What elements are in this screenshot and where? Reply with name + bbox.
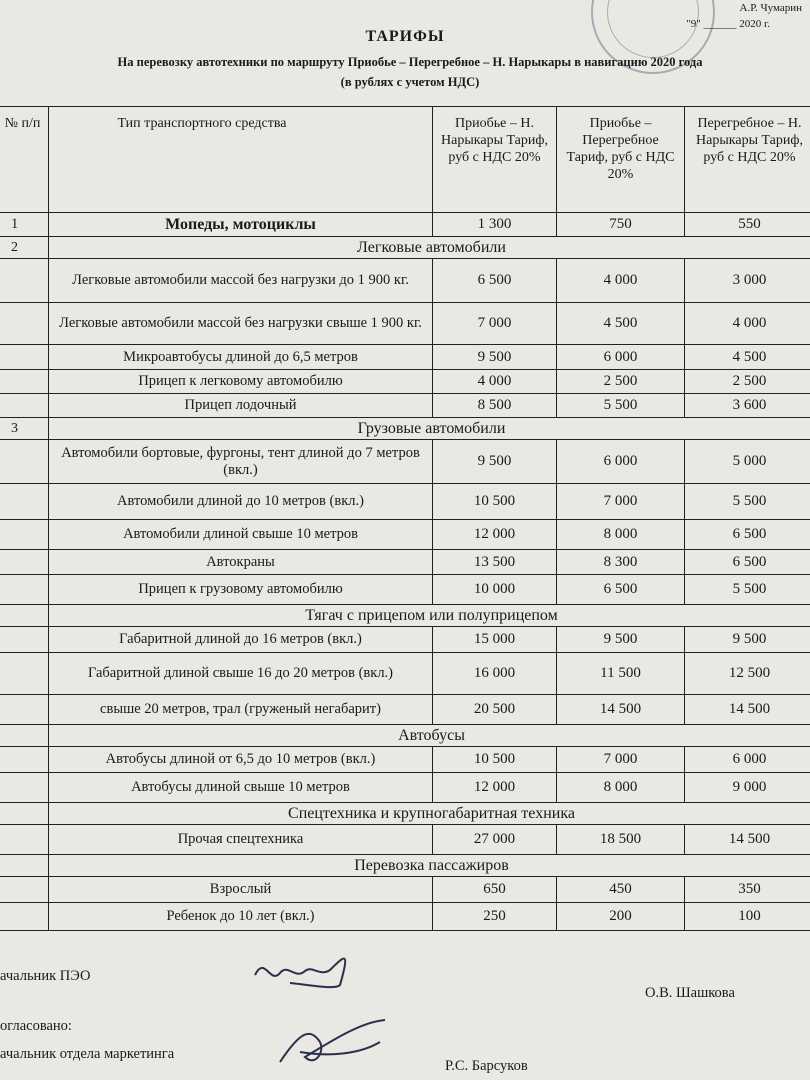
- approval-date: "9" ______ 2020 г.: [686, 18, 770, 30]
- vehicle-type: Легковые автомобили массой без нагрузки свыше 1 900 кг.: [49, 303, 433, 345]
- price-route3: 2 500: [685, 370, 810, 394]
- price-route1: 15 000: [433, 627, 557, 653]
- table-row: [0, 903, 810, 931]
- row-number: [0, 695, 49, 725]
- row-number: [0, 855, 49, 877]
- price-route1: 1 300: [433, 213, 557, 237]
- row-number: [0, 394, 49, 418]
- price-route3: 550: [685, 213, 810, 237]
- row-number: [0, 803, 49, 825]
- vehicle-type: Автомобили бортовые, фургоны, тент длиной до 7 метров (вкл.): [49, 440, 433, 484]
- price-route2: 200: [557, 903, 685, 931]
- price-route3: 14 500: [685, 695, 810, 725]
- vehicle-type: Автомобили длиной свыше 10 метров: [49, 520, 433, 550]
- price-route1: 27 000: [433, 825, 557, 855]
- price-route3: 3 600: [685, 394, 810, 418]
- vehicle-type: Микроавтобусы длиной до 6,5 метров: [49, 345, 433, 370]
- table-row: [0, 747, 810, 773]
- table-row: [0, 345, 810, 370]
- table-row: [0, 825, 810, 855]
- row-number: [0, 345, 49, 370]
- vehicle-type: Автобусы длиной от 6,5 до 10 метров (вкл.): [49, 747, 433, 773]
- price-route1: 10 500: [433, 747, 557, 773]
- price-route2: 5 500: [557, 394, 685, 418]
- price-route1: 9 500: [433, 345, 557, 370]
- price-route1: 6 500: [433, 259, 557, 303]
- row-number: [0, 627, 49, 653]
- row-number: [0, 484, 49, 520]
- row-number: [0, 259, 49, 303]
- row-number: [0, 725, 49, 747]
- price-route3: 9 000: [685, 773, 810, 803]
- price-route3: 4 000: [685, 303, 810, 345]
- section-row: [0, 855, 810, 877]
- table-row: [0, 653, 810, 695]
- row-number: 3: [0, 418, 49, 440]
- tariff-body: [0, 213, 810, 931]
- price-route3: 6 500: [685, 550, 810, 575]
- price-route3: 12 500: [685, 653, 810, 695]
- price-route1: 13 500: [433, 550, 557, 575]
- price-route1: 10 500: [433, 484, 557, 520]
- signature-barsukov: [270, 1012, 390, 1072]
- price-route1: 250: [433, 903, 557, 931]
- table-row: [0, 520, 810, 550]
- price-route2: 14 500: [557, 695, 685, 725]
- row-number: [0, 773, 49, 803]
- table-row: [0, 440, 810, 484]
- table-row: [0, 773, 810, 803]
- price-route2: 6 500: [557, 575, 685, 605]
- footer-agreed: огласовано:: [0, 1018, 72, 1034]
- row-number: [0, 877, 49, 903]
- price-route1: 12 000: [433, 773, 557, 803]
- table-row: [0, 213, 810, 237]
- section-title: Легковые автомобили: [49, 237, 810, 259]
- price-route2: 18 500: [557, 825, 685, 855]
- vehicle-type: Прочая спецтехника: [49, 825, 433, 855]
- header-route2: Приобье – Перегребное Тариф, руб с НДС 20%: [557, 107, 685, 213]
- section-row: [0, 237, 810, 259]
- price-route3: 3 000: [685, 259, 810, 303]
- price-route1: 20 500: [433, 695, 557, 725]
- vehicle-type: Габаритной длиной свыше 16 до 20 метров (вкл.): [49, 653, 433, 695]
- table-header-row: [0, 107, 810, 213]
- vehicle-type: Взрослый: [49, 877, 433, 903]
- header-route3: Перегребное – Н. Нарыкары Тариф, руб с НДС 20%: [685, 107, 810, 213]
- vehicle-type: Мопеды, мотоциклы: [49, 213, 433, 237]
- row-number: [0, 440, 49, 484]
- price-route2: 9 500: [557, 627, 685, 653]
- price-route3: 350: [685, 877, 810, 903]
- row-number: 1: [0, 213, 49, 237]
- approver-name: А.Р. Чумарин: [739, 2, 802, 14]
- vehicle-type: Габаритной длиной до 16 метров (вкл.): [49, 627, 433, 653]
- price-route1: 4 000: [433, 370, 557, 394]
- table-row: [0, 550, 810, 575]
- price-route2: 8 300: [557, 550, 685, 575]
- vehicle-type: Прицеп к легковому автомобилю: [49, 370, 433, 394]
- price-route2: 8 000: [557, 520, 685, 550]
- signature-shashkova: [250, 945, 360, 995]
- price-route2: 11 500: [557, 653, 685, 695]
- price-route3: 6 500: [685, 520, 810, 550]
- table-row: [0, 370, 810, 394]
- section-title: Спецтехника и крупногабаритная техника: [49, 803, 810, 825]
- row-number: [0, 575, 49, 605]
- header-route1: Приобье – Н. Нарыкары Тариф, руб с НДС 20%: [433, 107, 557, 213]
- vehicle-type: Автокраны: [49, 550, 433, 575]
- price-route3: 5 500: [685, 484, 810, 520]
- section-title: Грузовые автомобили: [49, 418, 810, 440]
- section-title: Автобусы: [49, 725, 810, 747]
- subtitle-route: На перевозку автотехники по маршруту Приобье – Перегребное – Н. Нарыкары в навигацию 2020 года: [117, 55, 703, 69]
- row-number: [0, 370, 49, 394]
- price-route1: 12 000: [433, 520, 557, 550]
- header-num: № п/п: [0, 107, 49, 213]
- table-row: [0, 877, 810, 903]
- section-row: [0, 605, 810, 627]
- price-route2: 750: [557, 213, 685, 237]
- price-route3: 4 500: [685, 345, 810, 370]
- row-number: [0, 825, 49, 855]
- price-route3: 100: [685, 903, 810, 931]
- footer-role-marketing: ачальник отдела маркетинга: [0, 1046, 175, 1062]
- vehicle-type: Ребенок до 10 лет (вкл.): [49, 903, 433, 931]
- price-route2: 8 000: [557, 773, 685, 803]
- price-route1: 650: [433, 877, 557, 903]
- footer-name-shashkova: О.В. Шашкова: [645, 985, 735, 1001]
- section-title: Перевозка пассажиров: [49, 855, 810, 877]
- price-route1: 7 000: [433, 303, 557, 345]
- vehicle-type: Автобусы длиной свыше 10 метров: [49, 773, 433, 803]
- vehicle-type: свыше 20 метров, трал (груженый негабарит): [49, 695, 433, 725]
- price-route2: 6 000: [557, 440, 685, 484]
- row-number: [0, 605, 49, 627]
- table-row: [0, 484, 810, 520]
- price-route2: 2 500: [557, 370, 685, 394]
- table-row: [0, 303, 810, 345]
- price-route3: 9 500: [685, 627, 810, 653]
- vehicle-type: Автомобили длиной до 10 метров (вкл.): [49, 484, 433, 520]
- price-route3: 6 000: [685, 747, 810, 773]
- row-number: 2: [0, 237, 49, 259]
- price-route3: 5 000: [685, 440, 810, 484]
- row-number: [0, 303, 49, 345]
- vehicle-type: Легковые автомобили массой без нагрузки до 1 900 кг.: [49, 259, 433, 303]
- section-title: Тягач с прицепом или полуприцепом: [49, 605, 810, 627]
- price-route2: 450: [557, 877, 685, 903]
- price-route2: 7 000: [557, 484, 685, 520]
- price-route2: 6 000: [557, 345, 685, 370]
- row-number: [0, 520, 49, 550]
- price-route2: 7 000: [557, 747, 685, 773]
- price-route1: 10 000: [433, 575, 557, 605]
- price-route3: 5 500: [685, 575, 810, 605]
- row-number: [0, 653, 49, 695]
- price-route1: 9 500: [433, 440, 557, 484]
- tariff-table: [0, 106, 810, 931]
- page-title: ТАРИФЫ: [365, 28, 445, 45]
- row-number: [0, 550, 49, 575]
- table-row: [0, 695, 810, 725]
- header-type: Тип транспортного средства: [49, 107, 433, 213]
- section-row: [0, 725, 810, 747]
- footer-role-peo: ачальник ПЭО: [0, 968, 91, 984]
- price-route3: 14 500: [685, 825, 810, 855]
- price-route1: 16 000: [433, 653, 557, 695]
- vehicle-type: Прицеп лодочный: [49, 394, 433, 418]
- price-route2: 4 500: [557, 303, 685, 345]
- subtitle-units: (в рублях с учетом НДС): [340, 75, 480, 89]
- table-row: [0, 394, 810, 418]
- table-row: [0, 575, 810, 605]
- section-row: [0, 418, 810, 440]
- table-row: [0, 259, 810, 303]
- row-number: [0, 747, 49, 773]
- footer-name-barsukov: Р.С. Барсуков: [445, 1058, 528, 1074]
- page-subtitle: [0, 52, 810, 92]
- vehicle-type: Прицеп к грузовому автомобилю: [49, 575, 433, 605]
- row-number: [0, 903, 49, 931]
- table-row: [0, 627, 810, 653]
- price-route2: 4 000: [557, 259, 685, 303]
- section-row: [0, 803, 810, 825]
- price-route1: 8 500: [433, 394, 557, 418]
